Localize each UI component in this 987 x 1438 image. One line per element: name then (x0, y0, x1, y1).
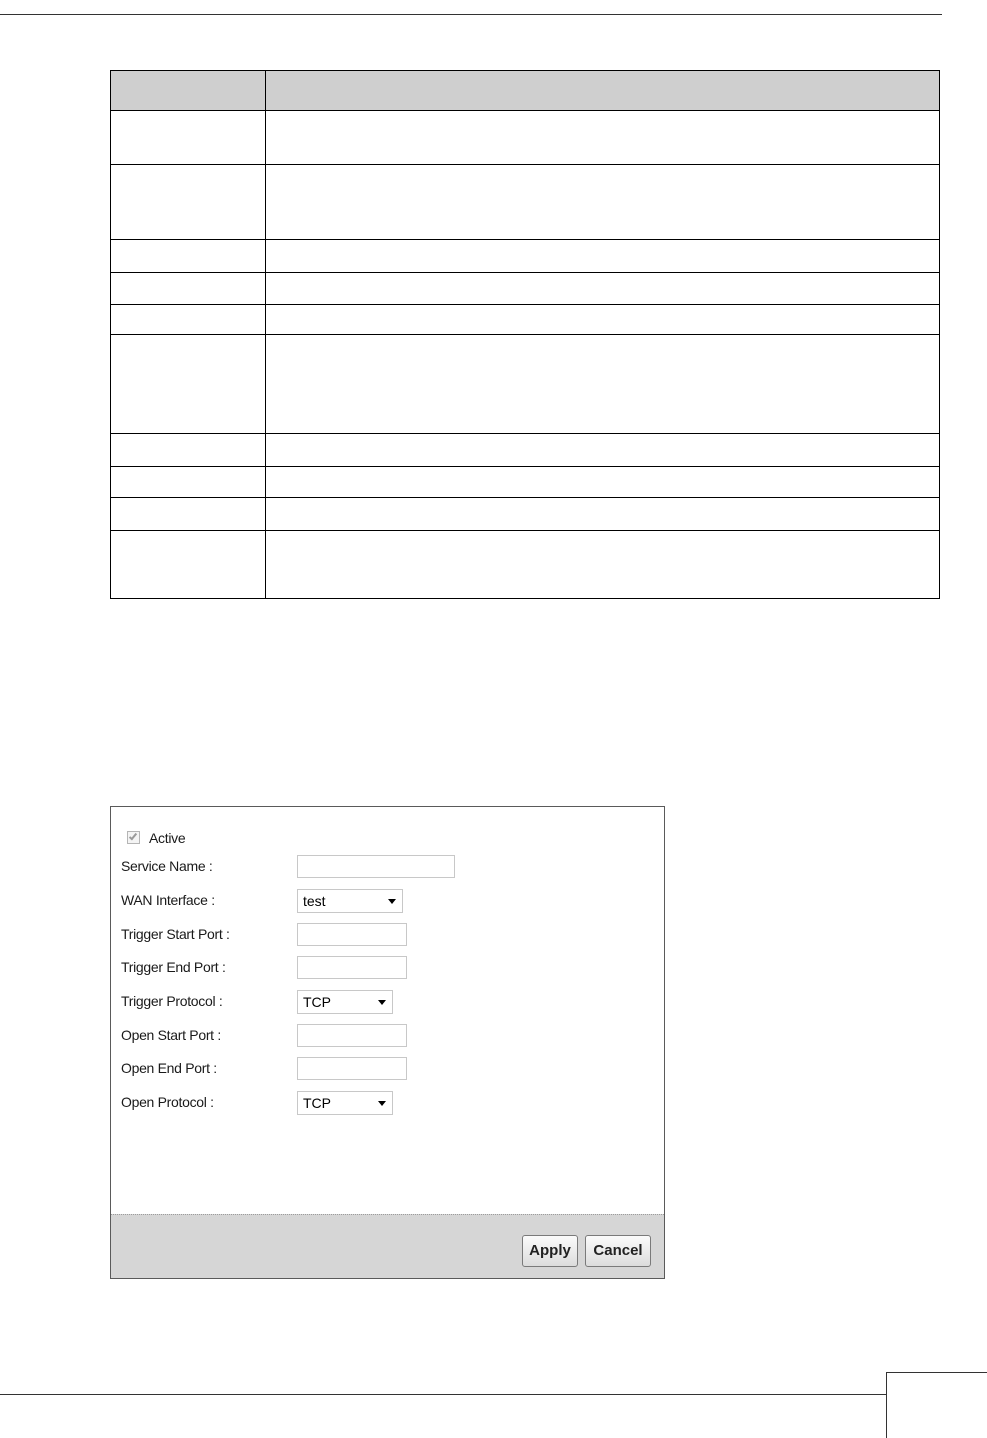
table-row (111, 111, 940, 165)
wan-interface-label: WAN Interface : (121, 892, 215, 908)
table-cell (266, 531, 940, 599)
checkmark-icon (129, 832, 137, 841)
table-row (111, 531, 940, 599)
table-row (111, 434, 940, 467)
table-cell (111, 467, 266, 498)
table-cell (266, 498, 940, 531)
table-row (111, 240, 940, 273)
table-header-row (111, 71, 940, 111)
table-cell (266, 273, 940, 305)
trigger-end-port-input[interactable] (297, 956, 407, 979)
trigger-protocol-select[interactable] (297, 990, 393, 1014)
cancel-button[interactable]: Cancel (585, 1235, 651, 1267)
trigger-end-port-row (121, 956, 651, 980)
add-trigger-port-dialog (110, 806, 665, 1279)
table-cell (266, 467, 940, 498)
open-end-port-row (121, 1057, 651, 1081)
trigger-protocol-value: TCP (303, 994, 331, 1010)
open-start-port-row (121, 1024, 651, 1048)
open-end-port-input[interactable] (297, 1057, 407, 1080)
wan-interface-select[interactable] (297, 889, 403, 913)
table-row (111, 335, 940, 434)
active-checkbox[interactable] (127, 831, 140, 844)
active-label: Active (149, 830, 186, 846)
service-name-row (121, 855, 651, 879)
table-cell (266, 240, 940, 273)
service-name-label: Service Name : (121, 858, 213, 874)
table-header-cell (266, 71, 940, 111)
wan-interface-value: test (303, 893, 326, 909)
open-end-port-label: Open End Port : (121, 1060, 217, 1076)
table-header-cell (111, 71, 266, 111)
table-row (111, 273, 940, 305)
table-row (111, 498, 940, 531)
table-cell (266, 335, 940, 434)
trigger-start-port-input[interactable] (297, 923, 407, 946)
open-protocol-select[interactable] (297, 1091, 393, 1115)
table-cell (266, 434, 940, 467)
table-cell (266, 305, 940, 335)
table-row (111, 165, 940, 240)
trigger-protocol-label: Trigger Protocol : (121, 993, 223, 1009)
open-protocol-value: TCP (303, 1095, 331, 1111)
page-number-box (886, 1372, 987, 1438)
trigger-end-port-label: Trigger End Port : (121, 959, 226, 975)
active-row (121, 827, 651, 851)
chevron-down-icon (378, 1101, 386, 1106)
open-start-port-label: Open Start Port : (121, 1027, 221, 1043)
service-name-input[interactable] (297, 855, 455, 878)
chevron-down-icon (378, 1000, 386, 1005)
trigger-protocol-row (121, 990, 651, 1014)
table-cell (111, 240, 266, 273)
trigger-start-port-row (121, 923, 651, 947)
table-cell (111, 165, 266, 240)
table-cell (111, 531, 266, 599)
table-cell (266, 111, 940, 165)
chevron-down-icon (388, 899, 396, 904)
table-cell (111, 305, 266, 335)
dialog-footer (111, 1214, 664, 1278)
footer-rule (0, 1394, 886, 1395)
table-cell (111, 111, 266, 165)
description-table (110, 70, 940, 599)
table-cell (111, 434, 266, 467)
table-row (111, 305, 940, 335)
table-cell (266, 165, 940, 240)
wan-interface-row (121, 889, 651, 913)
open-start-port-input[interactable] (297, 1024, 407, 1047)
apply-button[interactable]: Apply (522, 1235, 578, 1267)
table-cell (111, 498, 266, 531)
trigger-start-port-label: Trigger Start Port : (121, 926, 230, 942)
header-rule (0, 14, 942, 15)
table-cell (111, 335, 266, 434)
open-protocol-row (121, 1091, 651, 1115)
table-cell (111, 273, 266, 305)
table-row (111, 467, 940, 498)
open-protocol-label: Open Protocol : (121, 1094, 214, 1110)
